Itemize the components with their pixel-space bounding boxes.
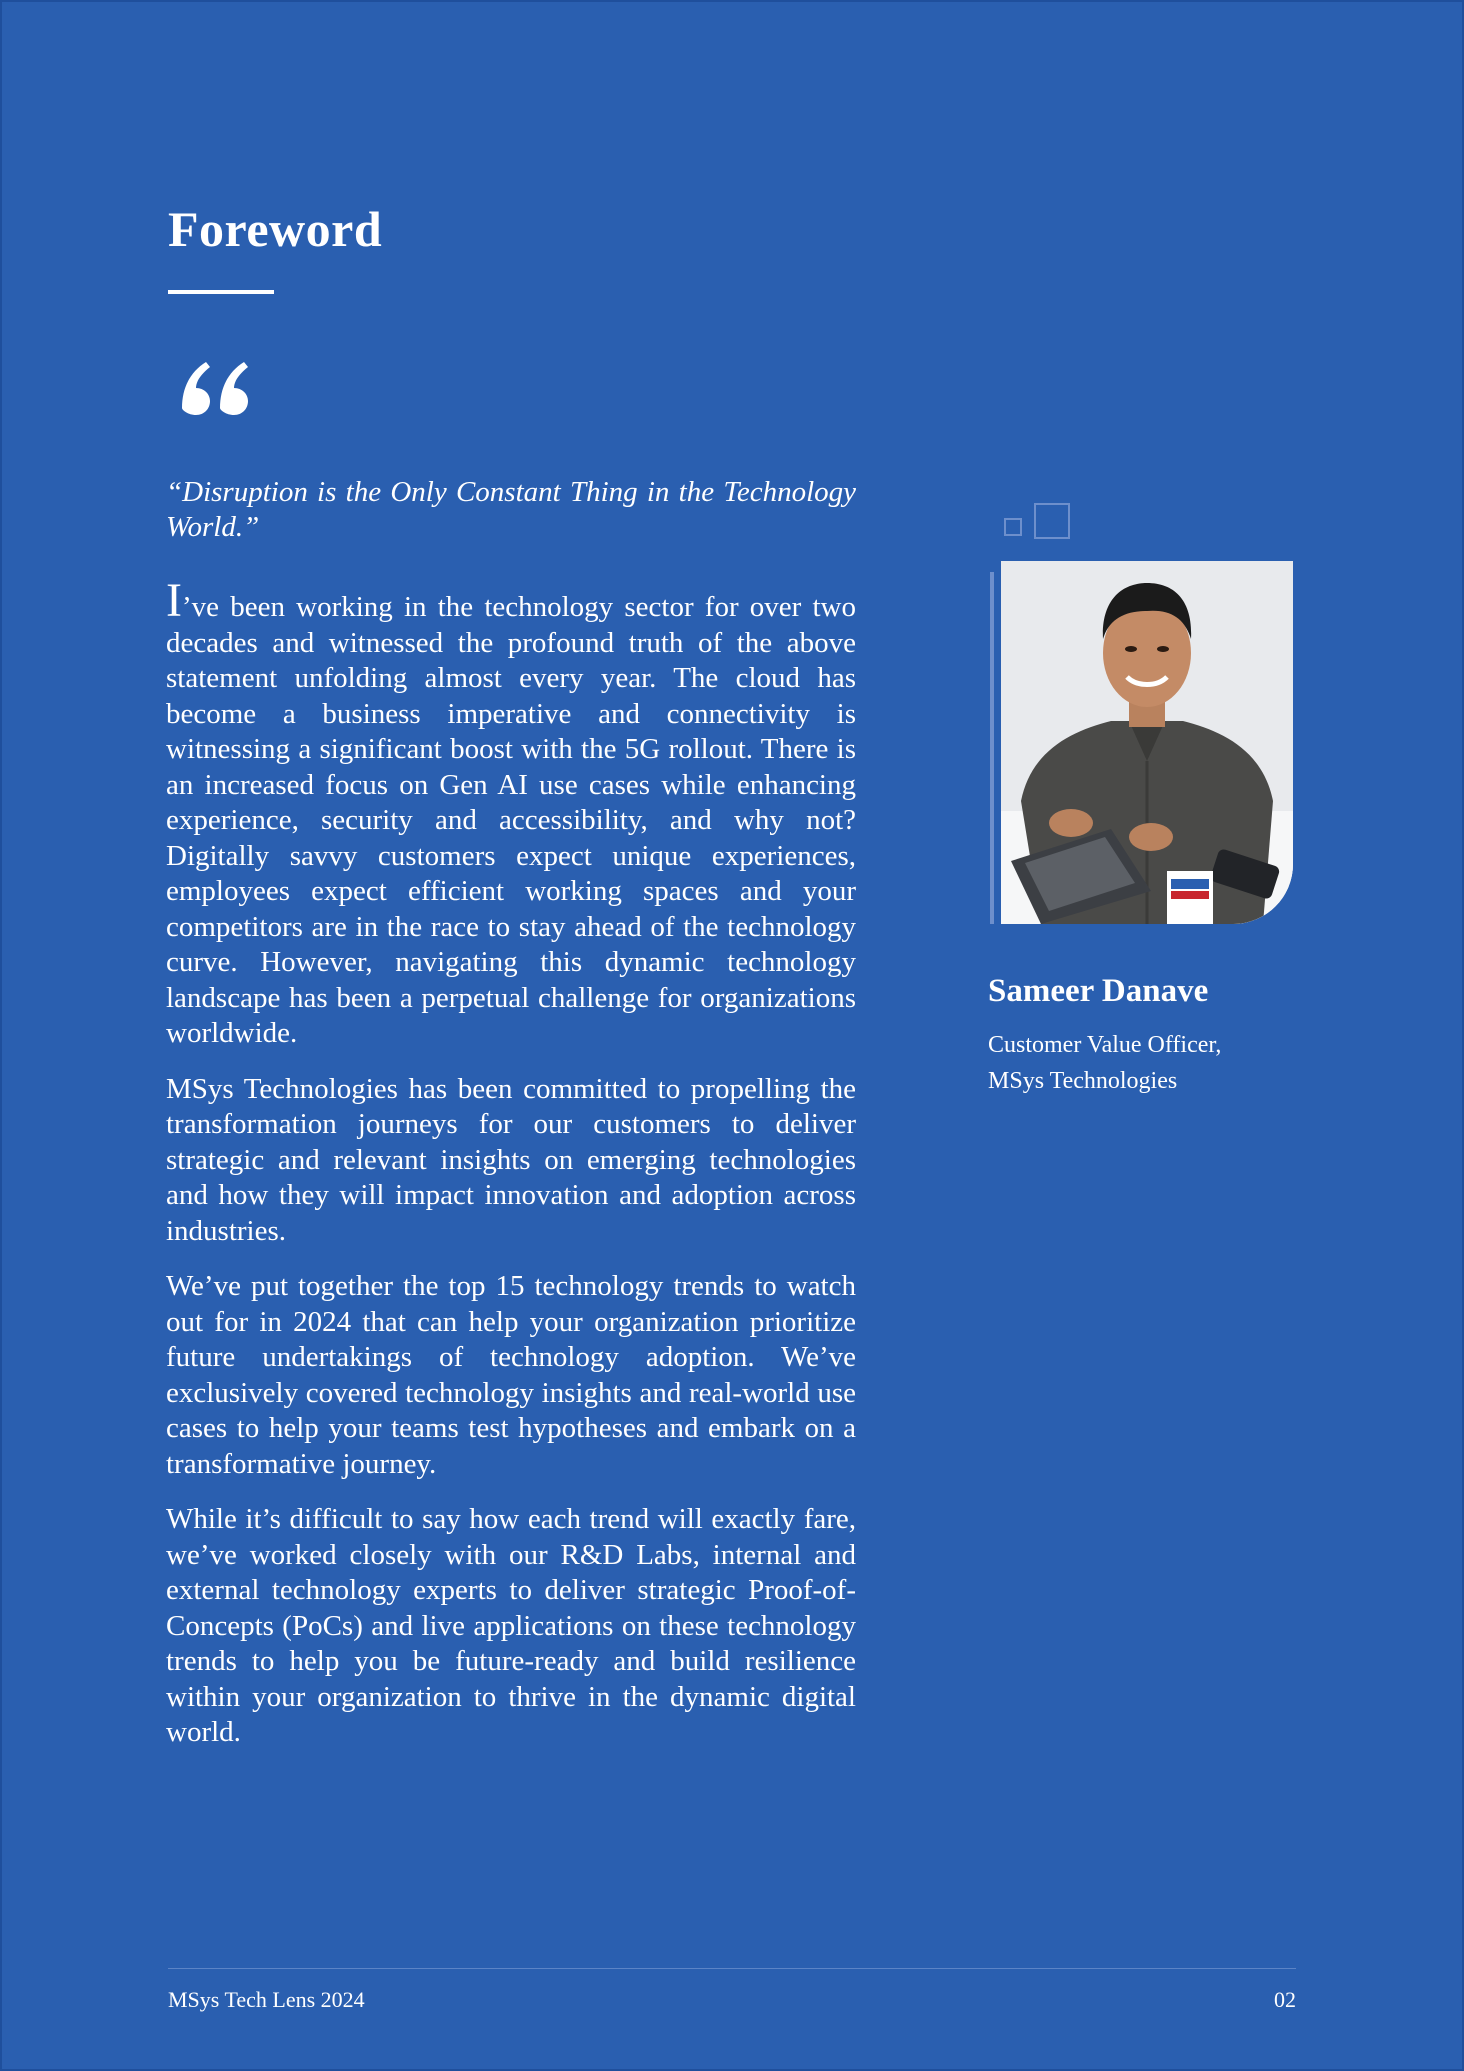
decorative-square-small [1004, 518, 1022, 536]
title-underline [168, 290, 274, 294]
footer-divider [168, 1968, 1296, 1969]
quotation-mark-icon [176, 348, 256, 420]
paragraph-3: We’ve put together the top 15 technology trends to watch out for in 2024 that can help your organization prioritize future undertakings of technology adoption. We’ve exclusively covered technology insights and real-world use cases to help your teams test hypotheses and embark on a transformative journey. [166, 1270, 856, 1480]
footer-publication: MSys Tech Lens 2024 [168, 1987, 365, 2012]
photo-frame-line [990, 572, 994, 924]
author-title: Customer Value Officer, [988, 1032, 1222, 1058]
author-photo [1001, 561, 1293, 924]
author-company: MSys Technologies [988, 1068, 1178, 1094]
drop-cap: I [166, 574, 182, 627]
author-name: Sameer Danave [988, 973, 1209, 1009]
foreword-body [166, 574, 856, 1771]
decorative-square-large [1034, 503, 1070, 539]
page-title: Foreword [168, 201, 383, 257]
author-role [988, 1027, 1221, 1099]
page-number: 02 [1274, 1987, 1296, 2012]
paragraph-4: While it’s difficult to say how each trend will exactly fare, we’ve worked closely with our R&D Labs, internal and external technology experts to deliver strategic Proof-of-Concepts (PoCs) and live applications on these technology trends to help you be future-ready and build resilience within your organization to thrive in the dynamic digital world. [166, 1503, 856, 1748]
paragraph-2: MSys Technologies has been committed to propelling the transformation journeys for our customers to deliver strategic and relevant insights on emerging technologies and how they will impact innovation and adoption across industries. [166, 1072, 856, 1247]
paragraph-1 [166, 574, 856, 1052]
pull-quote: “Disruption is the Only Constant Thing in the Technology World.” [166, 476, 856, 543]
paragraph-1-text: ’ve been working in the technology sector for over two decades and witnessed the profound truth of the above statement unfolding almost every year. The cloud has become a business imperative and connectivity is witnessing a significant boost with the 5G rollout. There is an increased focus on Gen AI use cases while enhancing experience, security and accessibility, and why not? Digitally savvy customers expect unique experiences, employees expect efficient working spaces and your competitors are in the race to stay ahead of the technology curve. However, navigating this dynamic technology landscape has been a perpetual challenge for organizations worldwide. [166, 591, 856, 1049]
